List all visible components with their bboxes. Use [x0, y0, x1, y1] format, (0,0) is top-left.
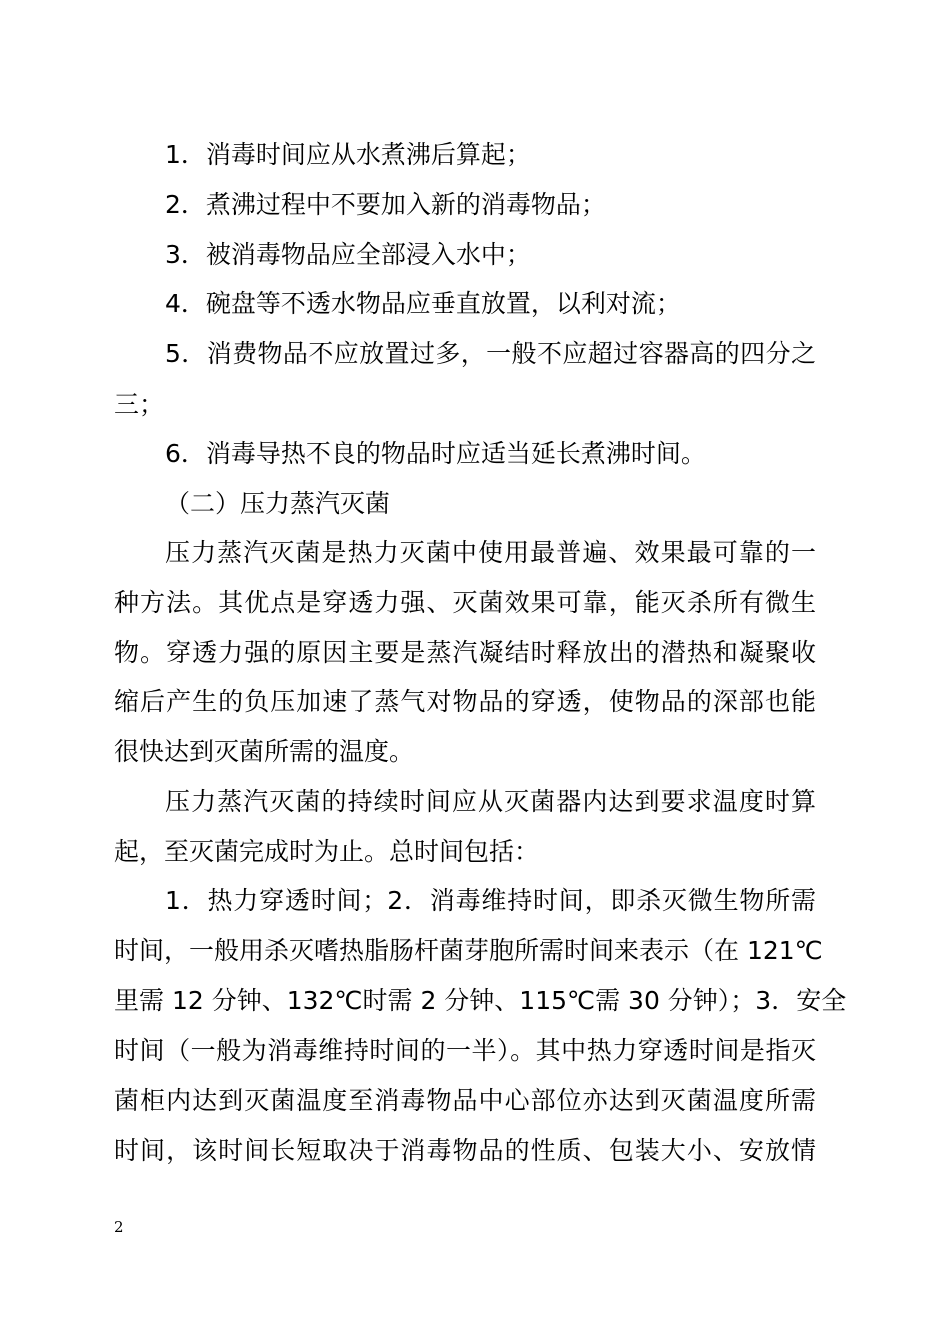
list-item-2: 2．煮沸过程中不要加入新的消毒物品；: [165, 190, 606, 219]
paragraph-line: 时间，一般用杀灭嗜热脂肠杆菌芽胞所需时间来表示（在 121℃: [114, 936, 823, 965]
paragraph-line: 时间，该时间长短取决于消毒物品的性质、包装大小、安放情: [114, 1136, 816, 1165]
paragraph-line: 缩后产生的负压加速了蒸气对物品的穿透，使物品的深部也能: [114, 687, 816, 716]
paragraph-line: 压力蒸汽灭菌是热力灭菌中使用最普遍、效果最可靠的一: [165, 538, 816, 567]
paragraph-line: 物。穿透力强的原因主要是蒸汽凝结时释放出的潜热和凝聚收: [114, 638, 816, 667]
list-item-4: 4．碗盘等不透水物品应垂直放置，以利对流；: [165, 289, 681, 318]
paragraph-line: 时间（一般为消毒维持时间的一半）。其中热力穿透时间是指灭: [114, 1036, 816, 1065]
list-item-5-continued: 三；: [114, 390, 165, 419]
list-item-6: 6．消毒导热不良的物品时应适当延长煮沸时间。: [165, 439, 706, 468]
page-number: 2: [114, 1218, 124, 1236]
list-item-1: 1．消毒时间应从水煮沸后算起；: [165, 140, 531, 169]
paragraph-line: 压力蒸汽灭菌的持续时间应从灭菌器内达到要求温度时算: [165, 787, 816, 816]
paragraph-line: 里需 12 分钟、132℃时需 2 分钟、115℃需 30 分钟）；3．安全: [114, 986, 847, 1015]
paragraph-line: 起，至灭菌完成时为止。总时间包括：: [114, 837, 540, 866]
section-heading: （二）压力蒸汽灭菌: [165, 489, 391, 518]
list-item-3: 3．被消毒物品应全部浸入水中；: [165, 240, 531, 269]
paragraph-line: 很快达到灭菌所需的温度。: [114, 737, 415, 766]
list-item-5: 5．消费物品不应放置过多，一般不应超过容器高的四分之: [165, 339, 816, 368]
paragraph-line: 种方法。其优点是穿透力强、灭菌效果可靠，能灭杀所有微生: [114, 588, 816, 617]
paragraph-line: 1．热力穿透时间；2．消毒维持时间，即杀灭微生物所需: [165, 886, 816, 915]
paragraph-line: 菌柜内达到灭菌温度至消毒物品中心部位亦达到灭菌温度所需: [114, 1086, 816, 1115]
